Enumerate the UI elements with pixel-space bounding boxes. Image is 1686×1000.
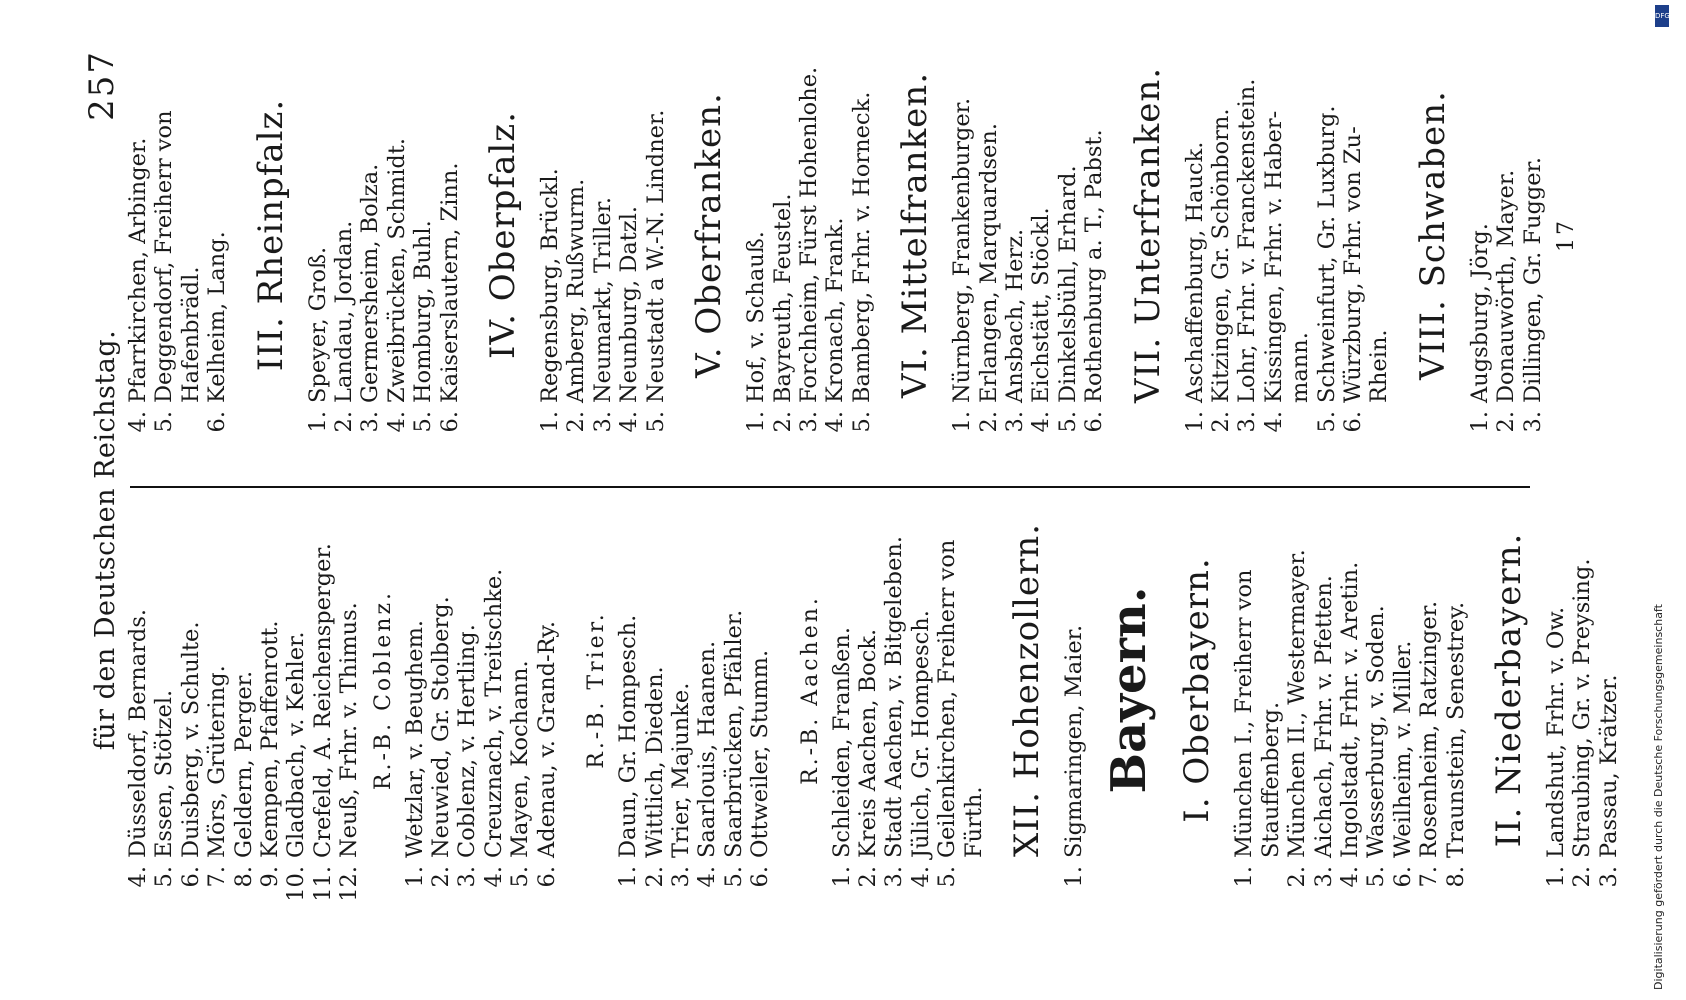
list-item: [1443, 470, 1469, 910]
item-number: 6.: [1340, 411, 1366, 433]
list-item-continuation: Hafenbrädl.: [177, 266, 204, 403]
list-item: [1543, 470, 1569, 910]
page-header: [70, 50, 130, 850]
list-item: [1208, 15, 1234, 455]
signature-mark: 17: [1554, 218, 1580, 252]
item-text: Homburg, Buhl.: [410, 220, 437, 403]
item-text: Geilenkirchen, Freiherr von: [934, 539, 961, 858]
item-text: Dillingen, Gr. Fugger.: [1519, 156, 1546, 403]
item-number: 5.: [720, 866, 747, 888]
item-number: 1.: [401, 866, 428, 888]
item-number: 1.: [537, 411, 564, 433]
item-text: Speyer, Groß.: [304, 246, 331, 403]
item-text: Landshut, Frhr. v. Ow.: [1543, 606, 1570, 858]
item-number: 3.: [667, 866, 694, 888]
list-rheinpfalz: [305, 15, 463, 455]
item-number: 3.: [1310, 866, 1337, 888]
item-text: Rothenburg a. T., Pabst.: [1081, 129, 1108, 403]
list-item: [822, 15, 848, 455]
list-item: [1337, 470, 1363, 910]
item-text: Sigmaringen, Maier.: [1060, 624, 1087, 858]
item-number: 3.: [589, 411, 616, 433]
item-number: 7.: [204, 866, 231, 888]
item-number: 5.: [507, 866, 534, 888]
list-item: [1261, 15, 1287, 455]
list-item: [1231, 470, 1257, 910]
list-item: [1311, 470, 1337, 910]
list-item: [615, 470, 641, 910]
item-number: 4.: [694, 866, 721, 888]
item-text: Wittlich, Dieden.: [641, 666, 668, 858]
item-number: 6.: [747, 866, 774, 888]
item-text: Kreis Aachen, Bock.: [854, 628, 881, 858]
section-niederbayern: II. Niederbayern.: [1489, 532, 1530, 848]
item-number: 2.: [1207, 411, 1234, 433]
item-number: 5.: [934, 866, 961, 888]
item-text: Kronach, Frank.: [822, 217, 849, 403]
item-text: Traunstein, Senestrey.: [1442, 601, 1469, 858]
list-item: [481, 470, 507, 910]
item-number: 5.: [1313, 411, 1340, 433]
list-item: [908, 470, 934, 910]
item-number: 5.: [1363, 866, 1390, 888]
item-text: Gladbach, v. Kehler.: [283, 631, 310, 858]
item-number: 8.: [230, 866, 257, 888]
item-number: 6.: [177, 866, 204, 888]
list-item: [1596, 470, 1622, 910]
list-mittelfranken: [949, 15, 1107, 455]
list-item: [151, 15, 177, 455]
state-heading-bayern: Bayern.: [1101, 586, 1158, 794]
item-number: 2.: [641, 866, 668, 888]
item-text: Jülich, Gr. Hompesch.: [907, 610, 934, 858]
list-item: [283, 470, 309, 910]
item-number: 4.: [616, 411, 643, 433]
list-item: [231, 470, 257, 910]
list-item: [1416, 470, 1442, 910]
item-text: Forchheim, Fürst Hohenlohe.: [795, 66, 822, 403]
item-number: 2.: [428, 866, 455, 888]
section-oberbayern: I. Oberbayern.: [1177, 557, 1218, 823]
item-text: Nürnberg, Frankenburger.: [949, 97, 976, 403]
item-text: Würzburg, Frhr. von Zu-: [1340, 126, 1366, 403]
subheading-trier: R.-B. Trier.: [584, 611, 610, 769]
list-item: [855, 470, 881, 910]
running-title: für den Deutschen Reichstag.: [90, 329, 121, 751]
item-text: Aschaffenburg, Hauck.: [1181, 141, 1208, 403]
item-text: Neunburg, Datzl.: [616, 205, 643, 403]
item-number: 5.: [642, 411, 669, 433]
list-item: [1340, 15, 1366, 455]
digitization-credit: [1652, 0, 1672, 1000]
item-text: Trier, Majunke.: [667, 682, 694, 858]
list-item: [642, 470, 668, 910]
section-schwaben: VIII. Schwaben.: [1412, 90, 1453, 380]
item-text: Schleiden, Franßen.: [828, 627, 855, 858]
left-column: [125, 470, 1622, 910]
item-number: 1.: [949, 411, 976, 433]
list-item: [357, 15, 383, 455]
item-number: 5.: [410, 411, 437, 433]
list-oberbayern: [1284, 470, 1469, 910]
list-aachen: [829, 470, 961, 910]
item-text: Augsburg, Jörg.: [1466, 223, 1493, 403]
item-number: 4.: [125, 866, 151, 888]
item-text: Wetzlar, v. Beughem.: [401, 619, 428, 858]
dfg-logo: DFG: [1655, 5, 1669, 27]
list-item: [507, 470, 533, 910]
item-number: 2.: [1493, 411, 1520, 433]
item-text: Kempen, Pfaffenrott.: [257, 620, 284, 858]
item-number: 3.: [357, 411, 384, 433]
item-text: Creuznach, v. Treitschke.: [480, 568, 507, 858]
item-text: Bamberg, Frhr. v. Horneck.: [848, 91, 875, 403]
list-item-continuation: Rhein.: [1366, 329, 1393, 403]
item-text: Coblenz, v. Hertling.: [454, 624, 481, 858]
item-number: 3.: [1595, 866, 1622, 888]
list-item: [849, 15, 875, 455]
item-number: 3.: [795, 411, 822, 433]
item-text: Regensburg, Brückl.: [537, 168, 564, 403]
item-number: 3.: [1519, 411, 1546, 433]
section-mittelfranken: VI. Mittelfranken.: [895, 71, 936, 399]
item-number: 7.: [1416, 866, 1443, 888]
list-item: [668, 470, 694, 910]
list-item: [537, 15, 563, 455]
list-item: [829, 470, 855, 910]
item-number: 4.: [125, 411, 151, 433]
item-text: Mayen, Kochann.: [507, 660, 534, 858]
item-number: 3.: [454, 866, 481, 888]
item-number: 5.: [848, 411, 875, 433]
item-text: Landau, Jordan.: [331, 220, 358, 403]
item-text: Aichach, Frhr. v. Pfetten.: [1310, 575, 1337, 858]
list-item: [616, 15, 642, 455]
item-text: Neuwied, Gr. Stolberg.: [428, 596, 455, 858]
item-number: 3.: [881, 866, 908, 888]
section-rheinpfalz: III. Rheinpfalz.: [250, 98, 291, 372]
item-text: Zweibrücken, Schmidt.: [383, 137, 410, 403]
item-number: 4.: [1337, 866, 1363, 888]
list-item: [125, 15, 151, 455]
list-item: [934, 470, 960, 910]
item-text: Ingolstadt, Frhr. v. Aretin.: [1337, 561, 1363, 858]
list-item: [402, 470, 428, 910]
item-number: 12.: [336, 866, 363, 902]
list-item: [1467, 15, 1493, 455]
section-oberpfalz: IV. Oberpfalz.: [483, 111, 524, 359]
list-item-continuation: Fürth.: [960, 786, 987, 858]
item-text: Essen, Stötzel.: [151, 689, 178, 858]
item-number: 1.: [1181, 411, 1208, 433]
list-item: [976, 15, 1002, 455]
item-text: Neuß, Frhr. v. Thimus.: [336, 602, 363, 858]
list-item: [1284, 470, 1310, 910]
item-text: Saarlouis, Haanen.: [694, 640, 721, 858]
list-unterfranken-b: [1314, 15, 1367, 455]
list-item: [1520, 15, 1546, 455]
item-number: 2.: [975, 411, 1002, 433]
list-item: [1055, 15, 1081, 455]
item-number: 9.: [257, 866, 284, 888]
list-item: [428, 470, 454, 910]
item-text: München I., Freiherr von: [1231, 569, 1258, 858]
item-number: 2.: [1569, 866, 1596, 888]
list-item: [437, 15, 463, 455]
list-oberpfalz: [537, 15, 669, 455]
item-text: Weilheim, v. Miller.: [1389, 640, 1416, 858]
item-text: Kissingen, Frhr. v. Haber-: [1260, 110, 1287, 403]
list-trier: [615, 470, 773, 910]
item-text: Pfarrkirchen, Arbinger.: [125, 137, 151, 403]
item-number: 4.: [822, 411, 849, 433]
item-number: 4.: [1028, 411, 1055, 433]
item-number: 2.: [563, 411, 590, 433]
item-number: 8.: [1442, 866, 1469, 888]
list-item: [1234, 15, 1260, 455]
list-item: [336, 470, 362, 910]
item-text: München II., Westermayer.: [1284, 549, 1311, 858]
list-item: [1028, 15, 1054, 455]
item-number: 1.: [1543, 866, 1570, 888]
item-number: 3.: [1001, 411, 1028, 433]
section-hohenzollern: XII. Hohenzollern.: [1006, 523, 1047, 857]
list-item: [1002, 15, 1028, 455]
list-niederbayern-cont-b: [204, 15, 230, 455]
list-item: [1182, 15, 1208, 455]
item-number: 4.: [480, 866, 507, 888]
list-item: [881, 470, 907, 910]
item-text: Erlangen, Marquardsen.: [975, 123, 1002, 403]
item-text: Passau, Krätzer.: [1595, 674, 1622, 858]
list-item: [125, 470, 151, 910]
list-item: [721, 470, 747, 910]
item-text: Amberg, Rußwurm.: [563, 178, 590, 403]
item-number: 2.: [854, 866, 881, 888]
item-text: Daun, Gr. Hompesch.: [615, 614, 642, 858]
item-number: 4.: [907, 866, 934, 888]
item-number: 11.: [309, 866, 336, 902]
item-number: 6.: [436, 411, 463, 433]
item-number: 3.: [1234, 411, 1261, 433]
list-item: [410, 15, 436, 455]
item-number: 6.: [1081, 411, 1108, 433]
list-niederbayern: [1543, 470, 1622, 910]
item-text: Bayreuth, Feustel.: [769, 193, 796, 403]
item-number: 6.: [1389, 866, 1416, 888]
item-number: 4.: [383, 411, 410, 433]
item-text: Kitzingen, Gr. Schönborn.: [1207, 108, 1234, 403]
item-text: Rosenheim, Ratzinger.: [1416, 600, 1443, 858]
item-text: Mörs, Grütering.: [204, 665, 231, 858]
item-text: Ottweiler, Stumm.: [747, 649, 774, 858]
list-item: [747, 470, 773, 910]
list-item: [178, 470, 204, 910]
item-text: Stadt Aachen, v. Bitgeleben.: [881, 535, 908, 858]
item-text: Ansbach, Herz.: [1001, 228, 1028, 403]
item-number: 6.: [204, 411, 231, 433]
item-number: 5.: [151, 411, 178, 433]
list-item: [694, 470, 720, 910]
item-text: Eichstätt, Stöckl.: [1028, 207, 1055, 403]
item-number: 10.: [283, 866, 310, 902]
item-text: Dinkelsbühl, Erhard.: [1054, 165, 1081, 403]
list-item: [204, 15, 230, 455]
list-item: [384, 15, 410, 455]
item-text: Saarbrücken, Pfähler.: [720, 609, 747, 858]
item-number: 2.: [331, 411, 358, 433]
item-number: 1.: [615, 866, 642, 888]
item-number: 2.: [769, 411, 796, 433]
list-item: [454, 470, 480, 910]
item-text: Adenau, v. Grand-Ry.: [533, 620, 560, 858]
list-item: [1081, 15, 1107, 455]
list-item: [796, 15, 822, 455]
list-item-continuation: Stauffenberg.: [1257, 701, 1284, 858]
item-text: Donauwörth, Mayer.: [1493, 169, 1520, 403]
item-number: 5.: [151, 866, 178, 888]
item-number: 1.: [304, 411, 331, 433]
item-text: Crefeld, A. Reichensperger.: [309, 543, 336, 858]
item-number: 1.: [1466, 411, 1493, 433]
list-item: [1314, 15, 1340, 455]
item-number: 1.: [1060, 866, 1087, 888]
item-text: Straubing, Gr. v. Preysing.: [1569, 558, 1596, 858]
item-number: 6.: [533, 866, 560, 888]
list-oberfranken: [743, 15, 875, 455]
list-item: [1569, 470, 1595, 910]
list-coblenz: [402, 470, 560, 910]
item-number: 1.: [743, 411, 770, 433]
item-text: Schweinfurt, Gr. Luxburg.: [1313, 105, 1340, 403]
item-text: Düsseldorf, Bernards.: [125, 608, 151, 858]
item-text: Hof, v. Schauß.: [743, 231, 770, 403]
item-number: 4.: [1260, 411, 1287, 433]
list-rheinprovinz-cont: [125, 470, 363, 910]
item-text: Wasserburg, v. Soden.: [1363, 605, 1390, 858]
page-number: 257: [82, 50, 122, 121]
list-item: [1363, 470, 1389, 910]
item-text: Lohr, Frhr. v. Franckenstein.: [1234, 78, 1261, 403]
item-number: 5.: [1054, 411, 1081, 433]
section-oberfranken: V. Oberfranken.: [689, 92, 730, 378]
list-item: [1493, 15, 1519, 455]
list-item: [1061, 470, 1087, 910]
list-niederbayern-cont: [125, 15, 178, 455]
digitization-note: Digitalisierung gefördert durch die Deutsche Forschungsgemeinschaft: [1652, 604, 1665, 990]
list-item: [563, 15, 589, 455]
list-item: [151, 470, 177, 910]
list-item-continuation: mann.: [1287, 332, 1314, 403]
list-item: [331, 15, 357, 455]
list-item: [770, 15, 796, 455]
list-schwaben: [1467, 15, 1546, 455]
item-number: 1.: [1231, 866, 1258, 888]
list-item: [257, 470, 283, 910]
list-item: [643, 15, 669, 455]
item-number: 1.: [828, 866, 855, 888]
item-text: Germersheim, Bolza.: [357, 163, 384, 403]
item-number: 2.: [1284, 866, 1311, 888]
list-unterfranken-a: [1182, 15, 1288, 455]
item-text: Deggendorf, Freiherr von: [151, 110, 178, 403]
list-item: [743, 15, 769, 455]
list-item: [590, 15, 616, 455]
list-item: [534, 470, 560, 910]
item-text: Duisberg, v. Schulte.: [177, 621, 204, 858]
item-text: Geldern, Perger.: [230, 670, 257, 858]
item-text: Neumarkt, Triller.: [589, 196, 616, 403]
list-item: [204, 470, 230, 910]
list-hohenzollern: [1061, 470, 1087, 910]
subheading-aachen: R.-B. Aachen.: [797, 595, 823, 785]
list-item: [305, 15, 331, 455]
subheading-coblenz: R.-B. Coblenz.: [370, 589, 396, 791]
list-item: [1390, 470, 1416, 910]
list-item: [310, 470, 336, 910]
list-item: [949, 15, 975, 455]
right-column: [125, 15, 1585, 455]
item-text: Kelheim, Lang.: [204, 231, 231, 403]
item-text: Neustadt a W.-N. Lindner.: [642, 109, 669, 403]
section-unterfranken: VII. Unterfranken.: [1127, 66, 1168, 404]
item-text: Kaiserslautern, Zinn.: [436, 162, 463, 403]
